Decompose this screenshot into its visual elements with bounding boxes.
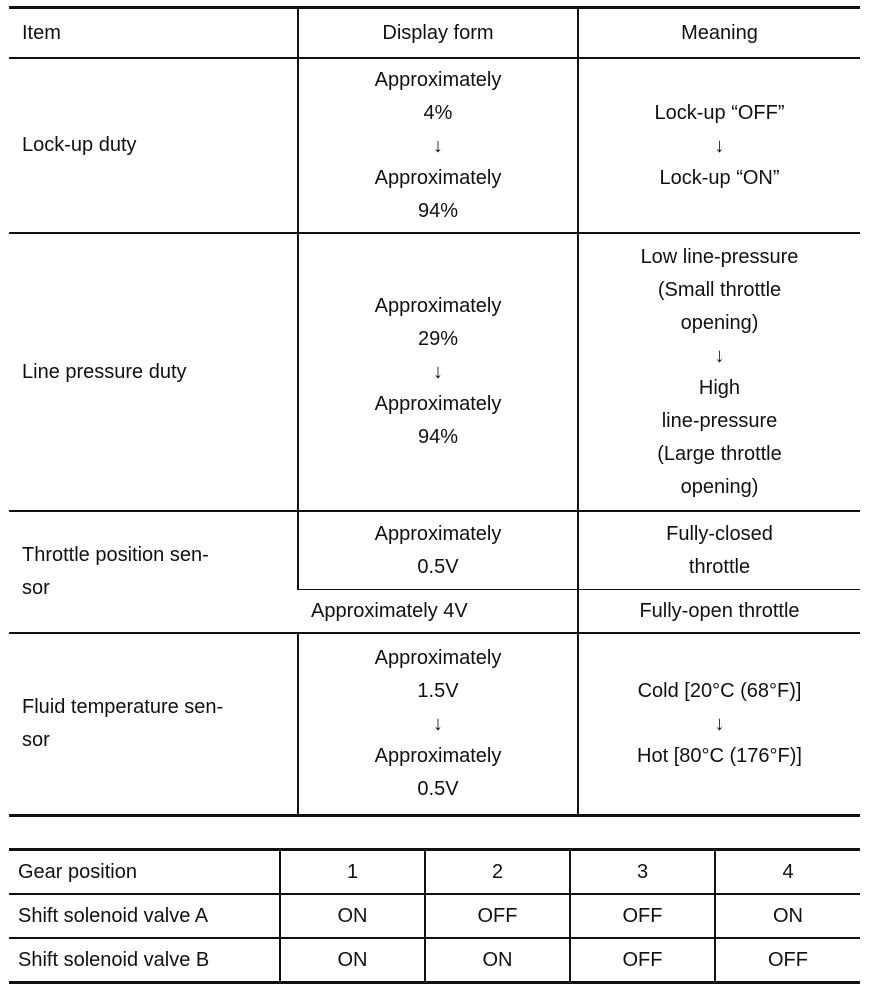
header-row (9, 8, 860, 59)
throttle-position-sensor-item: Throttle position sen- sor (9, 511, 298, 633)
down-arrow-icon: ↓ (714, 134, 725, 157)
lockup-duty-meaning: Lock-up “OFF” ↓ Lock-up “ON” (578, 58, 860, 233)
gear-position-label: Gear position (9, 850, 280, 895)
down-arrow-icon: ↓ (714, 344, 725, 367)
solenoid-a-gear-2: OFF (425, 894, 570, 938)
throttle-open-display: Approximately 4V (298, 590, 578, 634)
gear-3: 3 (570, 850, 715, 895)
shift-solenoid-a-row (9, 894, 860, 938)
solenoid-b-gear-3: OFF (570, 938, 715, 983)
fluid-temperature-sensor-item: Fluid temperature sen- sor (22, 696, 224, 751)
lockup-duty-row (9, 58, 860, 233)
lockup-duty-display: Approximately 4% ↓ Approximately 94% (298, 58, 578, 233)
lockup-duty-item: Lock-up duty (9, 58, 298, 233)
solenoid-a-gear-1: ON (280, 894, 425, 938)
fluid-temperature-display: Approximately 1.5V ↓ Approximately 0.5V (298, 633, 578, 816)
diagnostic-display-table (9, 6, 860, 817)
down-arrow-icon: ↓ (433, 361, 443, 383)
line-pressure-duty-item: Line pressure duty (9, 233, 298, 511)
shift-solenoid-table (9, 848, 860, 984)
line-pressure-duty-row (9, 233, 860, 511)
header-meaning: Meaning (578, 8, 860, 59)
fluid-temperature-meaning: Cold [20°C (68°F)] ↓ Hot [80°C (176°F)] (578, 633, 860, 816)
solenoid-b-gear-1: ON (280, 938, 425, 983)
throttle-position-sensor-row-closed (9, 511, 860, 590)
gear-position-row (9, 850, 860, 895)
header-display-form: Display form (298, 8, 578, 59)
down-arrow-icon: ↓ (433, 134, 443, 157)
gear-1: 1 (280, 850, 425, 895)
solenoid-b-gear-4: OFF (715, 938, 860, 983)
line-pressure-duty-display: Approximately 29% ↓ Approximately 94% (298, 233, 578, 511)
down-arrow-icon: ↓ (714, 713, 725, 735)
throttle-closed-meaning: Fully-closed throttle (578, 511, 860, 590)
fluid-temperature-sensor-row (9, 633, 860, 816)
shift-solenoid-b-label: Shift solenoid valve B (18, 948, 210, 971)
gear-2: 2 (425, 850, 570, 895)
header-item: Item (9, 8, 298, 59)
shift-solenoid-a-label: Shift solenoid valve A (9, 894, 280, 938)
throttle-closed-display: Approximately 0.5V (298, 511, 578, 590)
line-pressure-duty-meaning: Low line-pressure (Small throttle opening) ↓ High line-pressure (Large throttle opening) (578, 233, 860, 511)
solenoid-b-gear-2: ON (425, 938, 570, 983)
solenoid-a-gear-4: ON (715, 894, 860, 938)
shift-solenoid-b-row (9, 938, 860, 983)
solenoid-a-gear-3: OFF (570, 894, 715, 938)
gear-4: 4 (715, 850, 860, 895)
down-arrow-icon: ↓ (433, 713, 443, 735)
throttle-open-meaning: Fully-open throttle (578, 590, 860, 634)
